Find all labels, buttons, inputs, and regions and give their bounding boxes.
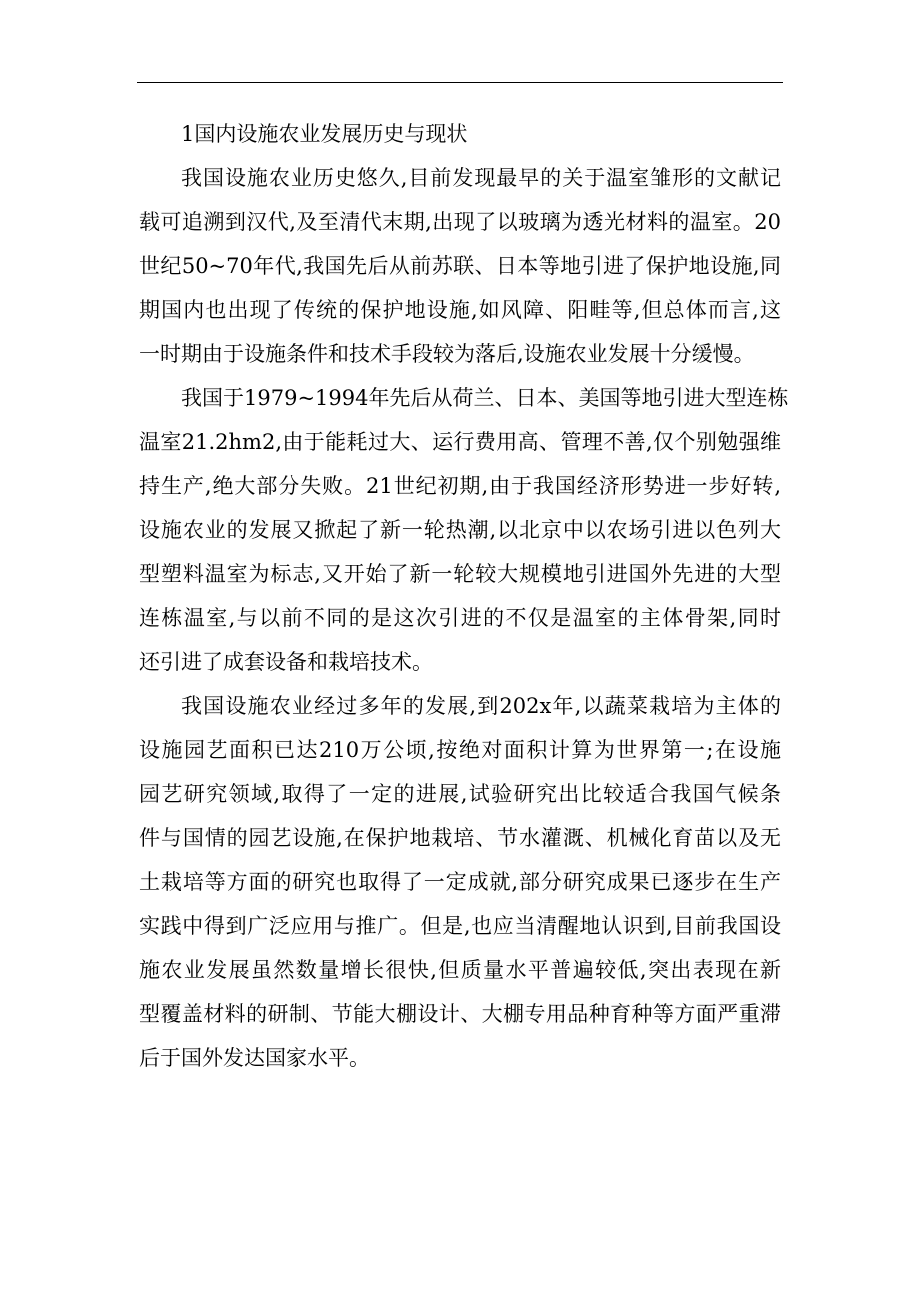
paragraph-line: 还引进了成套设备和栽培技术。 — [139, 650, 433, 674]
paragraph-line: 持生产,绝大部分失败。21世纪初期,由于我国经济形势进一步好转, — [139, 474, 781, 498]
paragraph-line: 园艺研究领域,取得了一定的进展,试验研究出比较适合我国气候条 — [139, 782, 781, 806]
paragraph-line: 连栋温室,与以前不同的是这次引进的不仅是温室的主体骨架,同时 — [139, 606, 781, 630]
paragraph-line: 我国于1979~1994年先后从荷兰、日本、美国等地引进大型连栋 — [181, 386, 789, 410]
paragraph-line: 载可追溯到汉代,及至清代末期,出现了以玻璃为透光材料的温室。20 — [139, 210, 781, 234]
paragraph-history — [139, 156, 781, 376]
paragraph-imports — [139, 376, 789, 684]
paragraph-line: 土栽培等方面的研究也取得了一定成就,部分研究成果已逐步在生产 — [139, 870, 781, 894]
paragraph-line: 温室21.2hm2,由于能耗过大、运行费用高、管理不善,仅个别勉强维 — [139, 430, 781, 454]
paragraph-line: 后于国外发达国家水平。 — [139, 1046, 370, 1070]
paragraph-line: 型覆盖材料的研制、节能大棚设计、大棚专用品种育种等方面严重滞 — [139, 1002, 781, 1026]
paragraph-line: 一时期由于设施条件和技术手段较为落后,设施农业发展十分缓慢。 — [139, 342, 755, 366]
paragraph-line: 世纪50~70年代,我国先后从前苏联、日本等地引进了保护地设施,同 — [139, 254, 781, 278]
section-heading: 1国内设施农业发展历史与现状 — [181, 122, 468, 146]
paragraph-line: 期国内也出现了传统的保护地设施,如风障、阳畦等,但总体而言,这 — [139, 298, 781, 322]
paragraph-line: 型塑料温室为标志,又开始了新一轮较大规模地引进国外先进的大型 — [139, 562, 781, 586]
document-body — [139, 112, 789, 1080]
paragraph-status — [139, 684, 781, 1080]
paragraph-line: 设施农业的发展又掀起了新一轮热潮,以北京中以农场引进以色列大 — [139, 518, 781, 542]
paragraph-line: 件与国情的园艺设施,在保护地栽培、节水灌溉、机械化育苗以及无 — [139, 826, 781, 850]
paragraph-line: 设施园艺面积已达210万公顷,按绝对面积计算为世界第一;在设施 — [139, 738, 781, 762]
paragraph-line: 我国设施农业历史悠久,目前发现最早的关于温室雏形的文献记 — [181, 166, 781, 190]
header-rule — [137, 82, 783, 83]
paragraph-line: 实践中得到广泛应用与推广。但是,也应当清醒地认识到,目前我国设 — [139, 914, 781, 938]
paragraph-line: 我国设施农业经过多年的发展,到202x年,以蔬菜栽培为主体的 — [181, 694, 781, 718]
paragraph-line: 施农业发展虽然数量增长很快,但质量水平普遍较低,突出表现在新 — [139, 958, 781, 982]
